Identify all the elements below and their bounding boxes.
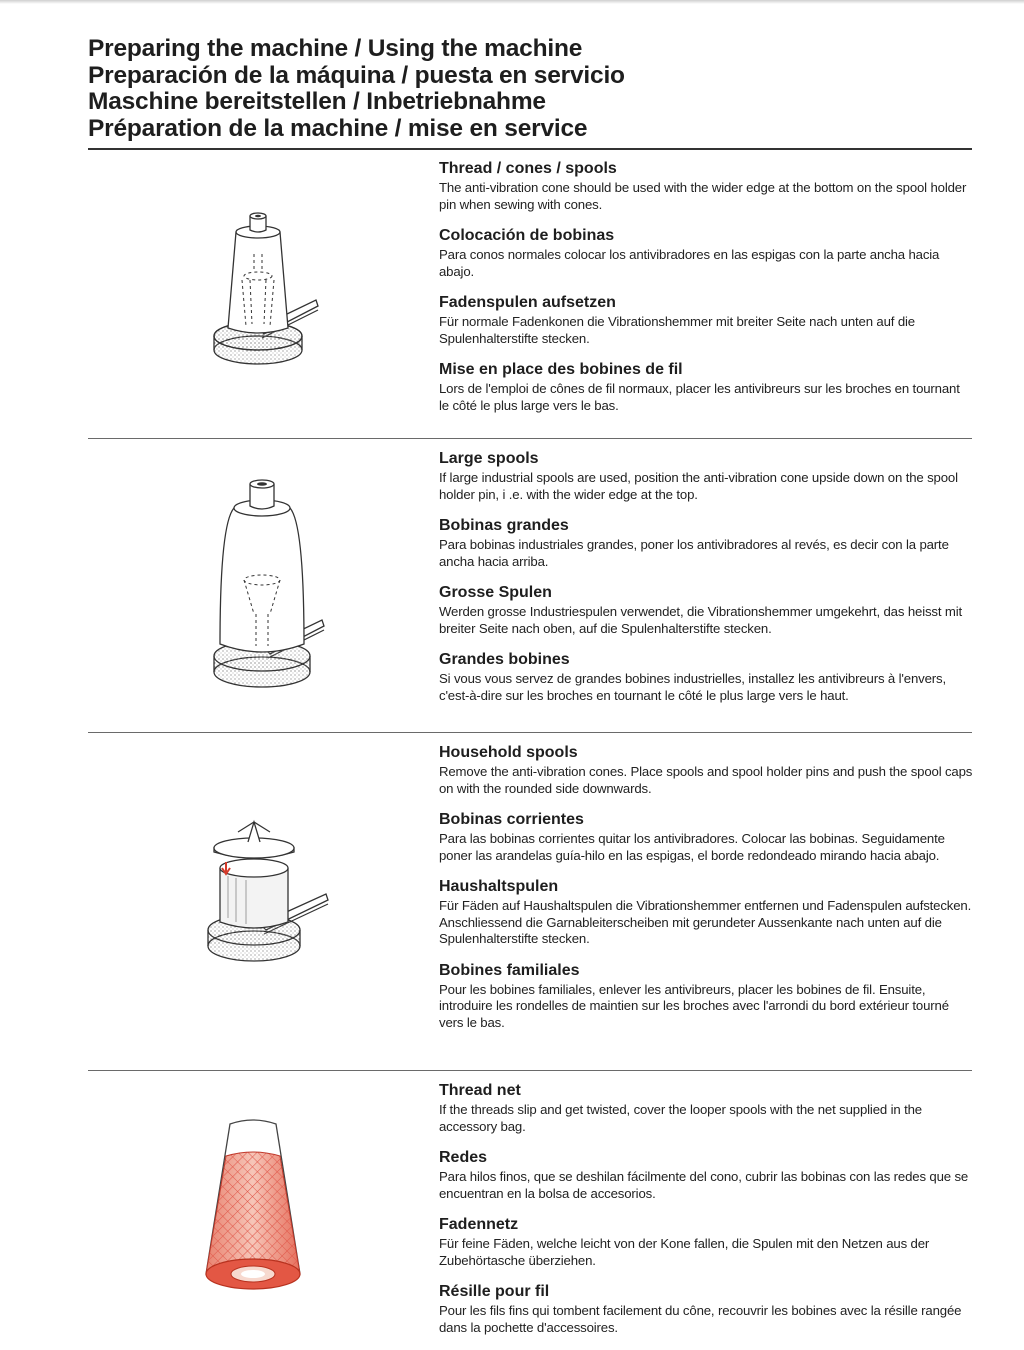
entry-text: Remove the anti-vibration cones. Place spools and spool holder pins and push the spool caps on with the rounded side downwards. (439, 764, 973, 796)
page-edge (0, 0, 1024, 4)
text-column (439, 1082, 973, 1350)
section-divider (88, 732, 972, 733)
section-divider (88, 1070, 972, 1071)
header-divider (88, 148, 972, 150)
entry-fr (439, 1283, 973, 1336)
entry-es (439, 227, 973, 280)
entry-en (439, 160, 973, 213)
entry-title: Bobinas corrientes (439, 811, 584, 828)
entry-es (439, 811, 973, 864)
thread-cone-on-spool-holder-icon (198, 210, 318, 380)
entry-en (439, 1082, 973, 1135)
entry-title: Redes (439, 1149, 488, 1166)
page-title-de: Maschine bereitstellen / Inbetriebnahme (88, 88, 546, 115)
entry-fr (439, 361, 973, 414)
entry-es (439, 1149, 973, 1202)
entry-title: Thread / cones / spools (439, 160, 617, 177)
entry-title: Fadennetz (439, 1216, 519, 1233)
entry-text: Para hilos finos, que se deshilan fácilmente del cono, cubrir las bobinas con las redes que se encuentran en la bolsa de accesorios. (439, 1169, 969, 1201)
entry-de (439, 878, 973, 948)
entry-title: Thread net (439, 1082, 521, 1099)
text-column (439, 160, 973, 428)
entry-title: Bobines familiales (439, 961, 580, 979)
entry-title: Colocación de bobinas (439, 227, 615, 244)
entry-title: Household spools (439, 744, 578, 761)
entry-fr (439, 651, 973, 704)
entry-text: Für normale Fadenkonen die Vibrationshemmer mit breiter Seite nach unten auf die Spulenhalterstifte stecken. (439, 314, 915, 346)
entry-text: Pour les fils fins qui tombent facilement du cône, recouvrir les bobines avec la résille rangée dans la pochette d'accessoires. (439, 1303, 962, 1335)
section-divider (88, 438, 972, 439)
entry-title: Fadenspulen aufsetzen (439, 294, 616, 311)
entry-text: Lors de l'emploi de cônes de fil normaux, placer les antivibreurs sur les broches en tournant le côté le plus large vers le bas. (439, 381, 960, 413)
entry-es (439, 517, 973, 570)
entry-de (439, 1216, 973, 1269)
entry-fr (439, 962, 973, 1032)
entry-text: Para conos normales colocar los antivibradores en las espigas con la parte ancha hacia abajo. (439, 247, 940, 279)
entry-title: Large spools (439, 450, 539, 467)
entry-text: Für feine Fäden, welche leicht von der Kone fallen, die Spulen mit den Netzen aus der Zubehörtasche überziehen. (439, 1236, 930, 1268)
entry-text: Pour les bobines familiales, enlever les antivibreurs, placer les bobines de fil. Ensuite, introduire les rondelles de maintien sur les broches avec l'arrondi du bord extérieur tourné vers le bas. (439, 981, 949, 1030)
household-spool-with-cap-icon (198, 818, 333, 968)
entry-text: Para bobinas industriales grandes, poner los antivibradores al revés, es decir con la parte ancha hacia arriba. (439, 537, 949, 569)
thread-net-cone-icon (198, 1112, 308, 1302)
entry-text: Si vous vous servez de grandes bobines industrielles, installez les antivibreurs à l'envers, c'est-à-dire sur les broches en tournant le côté le plus large vers le haut. (439, 671, 946, 703)
entry-text: If large industrial spools are used, position the anti-vibration cone upside down on the spool holder pin, i .e. with the wider edge at the top. (439, 470, 958, 502)
large-spool-icon (198, 474, 328, 704)
entry-title: Grosse Spulen (439, 584, 552, 601)
entry-de (439, 584, 973, 637)
entry-text: The anti-vibration cone should be used with the wider edge at the bottom on the spool holder pin when sewing with cones. (439, 180, 967, 212)
page-title-en: Preparing the machine / Using the machine (88, 35, 583, 62)
entry-en (439, 744, 973, 797)
text-column (439, 450, 973, 718)
entry-de (439, 294, 973, 347)
entry-title: Haushaltspulen (439, 878, 559, 895)
text-column (439, 744, 973, 1045)
entry-text: Werden grosse Industriespulen verwendet, die Vibrationshemmer umgekehrt, das heisst mit breiter Seite nach oben, auf die Spulenhalterstifte stecken. (439, 604, 963, 636)
entry-en (439, 450, 973, 503)
page-header (88, 36, 974, 142)
page-title-es: Preparación de la máquina / puesta en servicio (88, 61, 625, 89)
entry-title: Mise en place des bobines de fil (439, 361, 683, 378)
entry-text: If the threads slip and get twisted, cover the looper spools with the net supplied in the accessory bag. (439, 1102, 922, 1134)
entry-text: Para las bobinas corrientes quitar los antivibradores. Colocar las bobinas. Seguidamente poner las arandelas guía-hilo en las espigas, el borde redondeado mirando hacia abajo. (439, 831, 945, 863)
entry-title: Résille pour fil (439, 1283, 550, 1300)
page-title-fr: Préparation de la machine / mise en service (88, 114, 588, 142)
entry-title: Bobinas grandes (439, 517, 569, 534)
entry-title: Grandes bobines (439, 651, 570, 668)
entry-text: Für Fäden auf Haushaltspulen die Vibrationshemmer entfernen und Fadenspulen aufstecken. Anschliessend die Garnableiterscheiben mit gerundeter Aussenkante nach unten auf die Spulenhalterstifte stecken. (439, 898, 972, 946)
